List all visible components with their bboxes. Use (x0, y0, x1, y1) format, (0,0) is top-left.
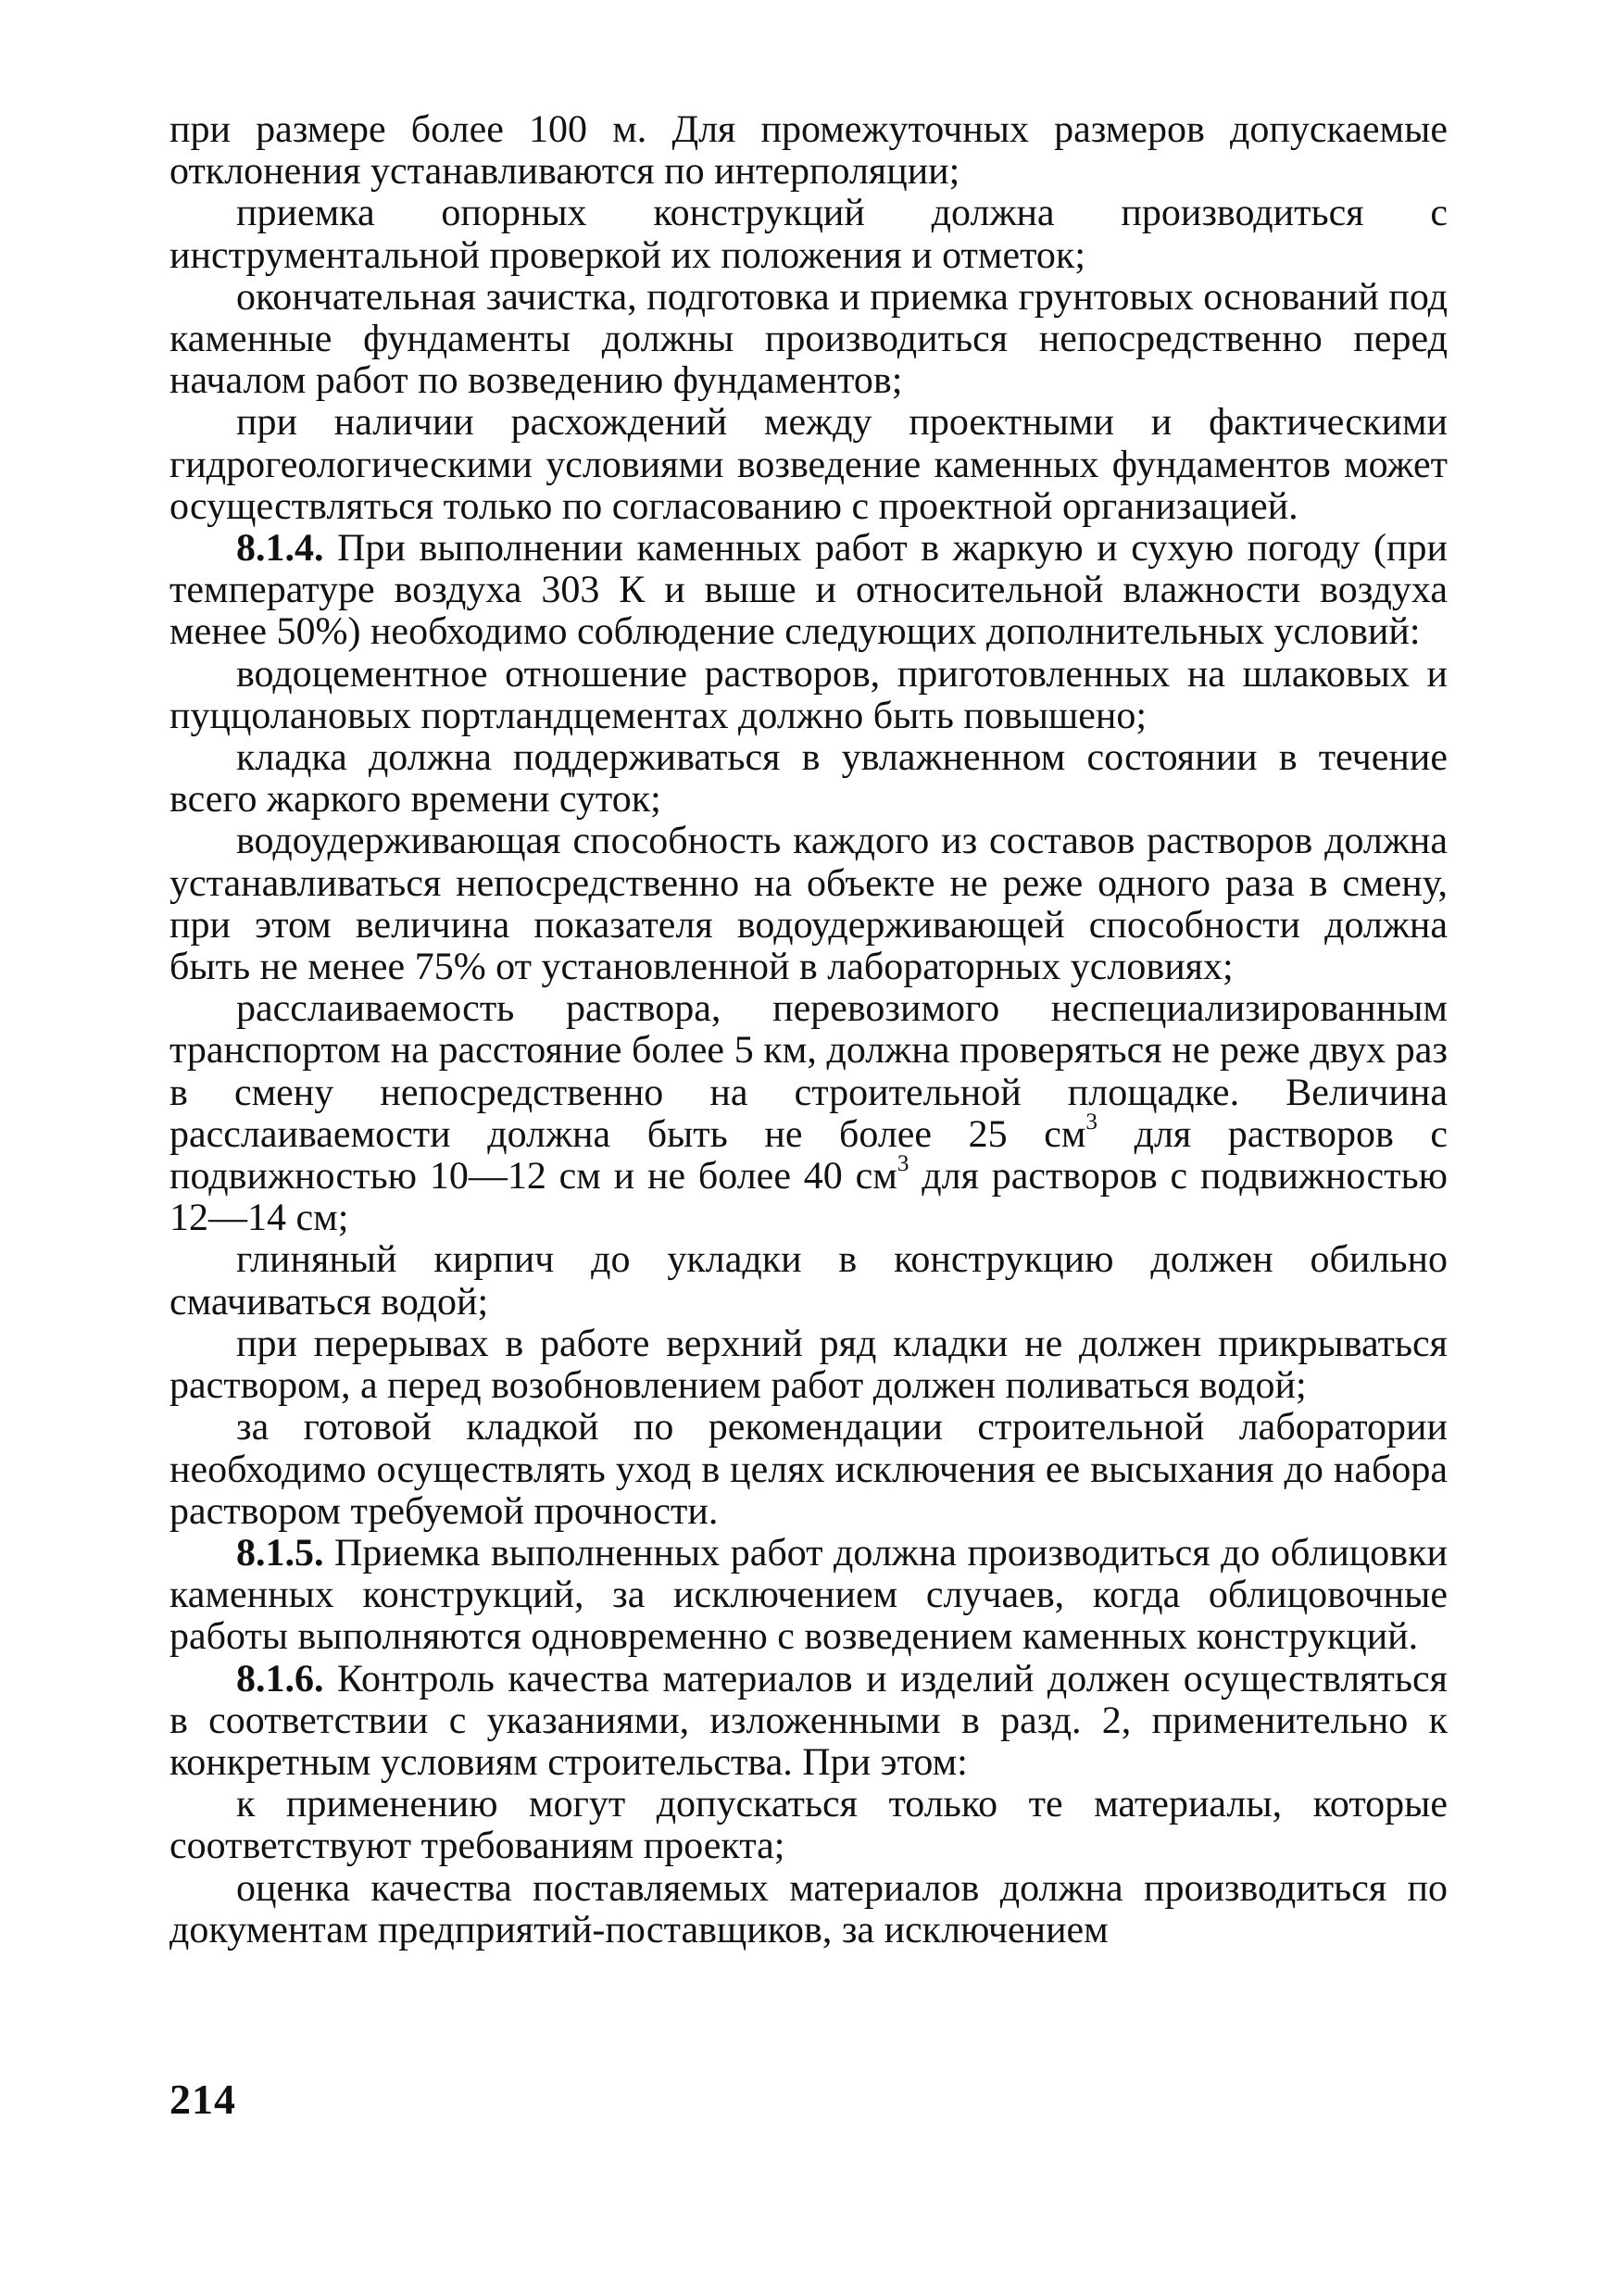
superscript-cube: 3 (1085, 1109, 1098, 1135)
superscript-cube: 3 (897, 1151, 909, 1177)
clause-number: 8.1.5. (236, 1531, 324, 1575)
clause-8-1-6 (169, 1659, 1448, 1785)
clause-number: 8.1.6. (236, 1657, 324, 1700)
paragraph-work-breaks (169, 1324, 1448, 1407)
page-text-body (169, 109, 1448, 1951)
paragraph-text: приемка опорных конструкций должна производиться с инструментальной проверкой их положения и отметок; (169, 192, 1448, 277)
paragraph-text: Контроль качества материалов и изделий должен осуществляться в соответствии с указаниями, изложенными в разд. 2, применительно к конкретным условиям строительства. При этом: (169, 1657, 1448, 1784)
paragraph-text: водоудерживающая способность каждого из составов растворов должна устанавливаться непосредственно на объекте не реже одного раза в смену, при этом величина показателя водоудерживающей способности должна быть не менее 75% от установленной в лабораторных условиях; (169, 820, 1448, 989)
paragraph-text: При выполнении каменных работ в жаркую и сухую погоду (при температуре воздуха 303 К и выше и относительной влажности воздуха менее 50%) необходимо соблюдение следующих дополнительных условий: (169, 527, 1448, 654)
paragraph-text: Приемка выполненных работ должна производиться до облицовки каменных конструкций, за исключением случаев, когда облицовочные работы выполняются одновременно с возведением каменных конструкций. (169, 1531, 1448, 1659)
paragraph-hydrogeology (169, 402, 1448, 528)
paragraph-water-cement-ratio (169, 654, 1448, 737)
page-number: 214 (169, 2076, 236, 2123)
paragraph-clay-brick (169, 1239, 1448, 1323)
paragraph-mortar-stratification (169, 988, 1448, 1239)
paragraph-text: при размере более 100 м. Для промежуточных размеров допускаемые отклонения устанавливаются по интерполяции; (169, 108, 1448, 194)
clause-number: 8.1.4. (236, 527, 324, 571)
paragraph-text: глиняный кирпич до укладки в конструкцию должен обильно смачиваться водой; (169, 1238, 1448, 1324)
clause-8-1-4 (169, 528, 1448, 654)
clause-8-1-5 (169, 1533, 1448, 1659)
paragraph-masonry-moisture (169, 737, 1448, 821)
paragraph-text: оценка качества поставляемых материалов должна производиться по документам предприятий-поставщиков, за исключением (169, 1866, 1448, 1951)
paragraph-text: при перерывах в работе верхний ряд кладки не должен прикрываться раствором, а перед возобновлением работ должен поливаться водой; (169, 1322, 1448, 1408)
paragraph-text: кладка должна поддерживаться в увлажненном состоянии в течение всего жаркого времени суток; (169, 736, 1448, 822)
paragraph-soil-preparation (169, 277, 1448, 403)
paragraph-support-acceptance (169, 193, 1448, 276)
paragraph-material-compliance (169, 1784, 1448, 1867)
paragraph-text: к применению могут допускаться только те материалы, которые соответствуют требованиям проекта; (169, 1783, 1448, 1868)
paragraph-text: окончательная зачистка, подготовка и приемка грунтовых оснований под каменные фундаменты должны производиться непосредственно перед началом работ по возведению фундаментов; (169, 275, 1448, 403)
paragraph-text: при наличии расхождений между проектными и фактическими гидрогеологическими условиями возведение каменных фундаментов может осуществляться только по согласованию с проектной организацией. (169, 401, 1448, 528)
paragraph-tolerance-continuation (169, 109, 1448, 193)
paragraph-quality-assessment (169, 1868, 1448, 1951)
paragraph-masonry-care (169, 1407, 1448, 1533)
paragraph-water-retention (169, 821, 1448, 988)
paragraph-text: водоцементное отношение растворов, приготовленных на шлаковых и пуццолановых портландцементах должно быть повышено; (169, 652, 1448, 737)
paragraph-text: расслаиваемость раствора, перевозимого неспециализированным транспортом на расстояние более 5 км, должна проверяться не реже двух раз в смену непосредственно на строительной площадке. Величина расслаиваемости должна быть не более 25 $см^3$ для растворов с подвижностью 10—12 см и не более 40 $см^3$ для растворов с подвижностью 12—14 см; (169, 987, 1449, 1240)
paragraph-text: за готовой кладкой по рекомендации строительной лаборатории необходимо осуществлять уход в целях исключения ее высыхания до набора раствором требуемой прочности. (169, 1406, 1448, 1533)
